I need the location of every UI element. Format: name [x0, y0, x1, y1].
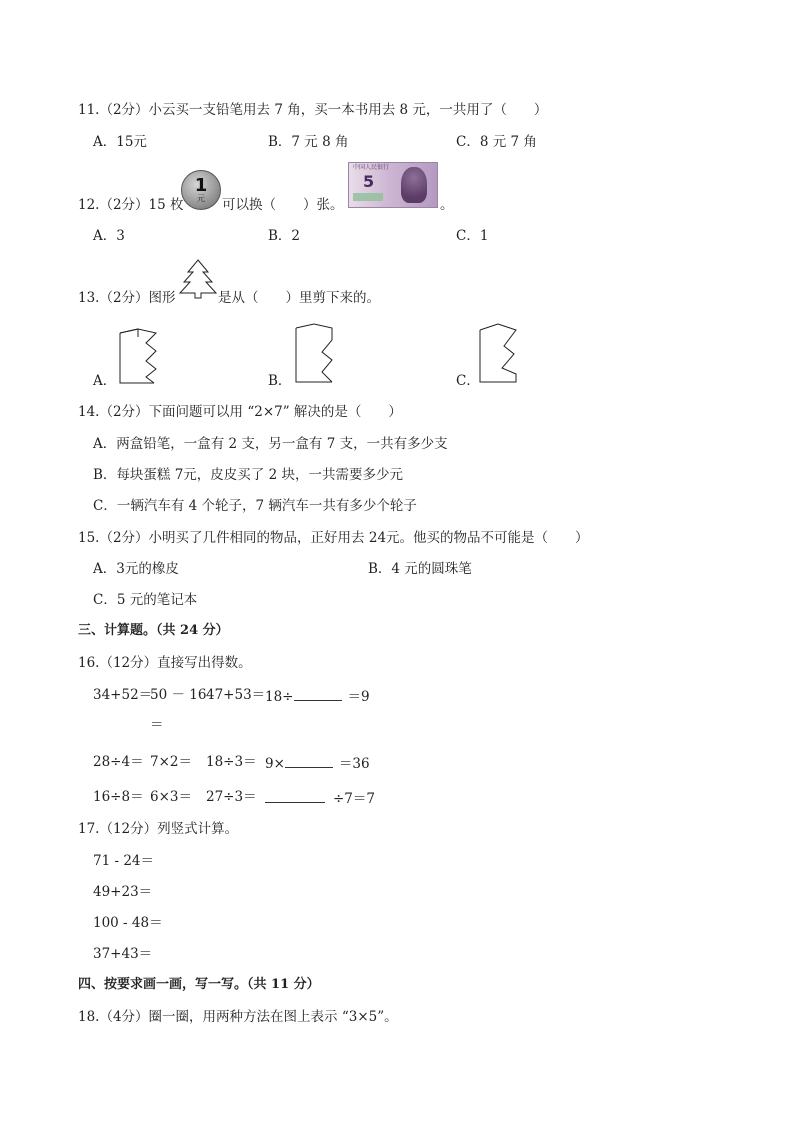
coin-value: 1	[194, 175, 208, 196]
banknote-portrait	[401, 167, 427, 203]
q11-option-c[interactable]: C．8 元 7 角	[456, 134, 537, 150]
q16-r1-item1: 34+52＝	[93, 687, 153, 703]
q16-r1-item4-result: ＝9	[347, 689, 370, 705]
q16-r2-item2: 7×2＝	[150, 754, 192, 770]
q17-item-1: 71 - 24＝	[93, 853, 155, 869]
q13-suffix: 是从（ ）里剪下来的。	[218, 290, 380, 306]
q12-middle: 可以换（ ）张。	[222, 197, 344, 213]
q17-item-2: 49+23＝	[93, 884, 153, 900]
banknote-header: 中国人民银行	[353, 164, 390, 171]
answer-blank[interactable]	[285, 753, 333, 768]
q12-option-a[interactable]: A．3	[93, 228, 125, 244]
q18-stem: 18.（4分）圈一圈，用两种方法在图上表示 “3×5”。	[78, 1009, 398, 1025]
q12-prefix: 12.（2分）15 枚	[78, 197, 184, 213]
q17-stem: 17.（12分）列竖式计算。	[78, 821, 239, 837]
q16-r3-item4	[265, 788, 375, 808]
q16-r3-item2: 6×3＝	[150, 789, 192, 805]
q13-option-c[interactable]: C．	[456, 373, 480, 389]
folded-paper-a-icon	[116, 325, 160, 385]
q16-r3-item3: 27÷3＝	[206, 789, 257, 805]
q16-r2-item4-text: 9×	[265, 756, 285, 772]
tree-shape-icon	[178, 258, 218, 300]
q16-stem: 16.（12分）直接写出得数。	[78, 655, 252, 671]
q16-r2-item1: 28÷4＝	[93, 754, 144, 770]
section-4-title: 四、按要求画一画，写一写。（共 11 分）	[78, 977, 320, 992]
q16-r3-item4-text: ÷7＝7	[333, 791, 375, 807]
folded-paper-c-icon	[476, 322, 522, 384]
q16-r2-item3: 18÷3＝	[206, 754, 257, 770]
q12-option-c[interactable]: C．1	[456, 228, 489, 244]
q13-prefix: 13.（2分）图形	[78, 290, 176, 306]
q15-option-c[interactable]: C．5 元的笔记本	[93, 592, 198, 608]
q17-item-3: 100 - 48＝	[93, 915, 163, 931]
banknote-value: 5	[363, 172, 375, 191]
q16-r1-item4	[265, 686, 370, 706]
q12-option-b[interactable]: B．2	[268, 228, 301, 244]
banknote-green-stripe	[353, 193, 383, 201]
q16-r1-wrap: ＝	[150, 717, 164, 733]
q15-option-a[interactable]: A．3元的橡皮	[93, 561, 179, 577]
answer-blank[interactable]	[265, 788, 325, 803]
q11-option-a[interactable]: A．15元	[93, 134, 147, 150]
q14-option-c[interactable]: C．一辆汽车有 4 个轮子，7 辆汽车一共有多少个轮子	[93, 498, 417, 514]
coin-unit: 元	[197, 194, 205, 203]
answer-blank[interactable]	[294, 686, 342, 701]
banknote-image	[348, 162, 438, 208]
q15-option-b[interactable]: B．4 元的圆珠笔	[368, 561, 472, 577]
q13-option-b[interactable]: B．	[268, 373, 292, 389]
folded-paper-b-icon	[292, 322, 338, 384]
q14-stem: 14.（2分）下面问题可以用 “2×7” 解决的是（ ）	[78, 404, 402, 420]
q11-option-b[interactable]: B．7 元 8 角	[268, 134, 349, 150]
q16-r1-item4-text: 18÷	[265, 689, 294, 705]
q16-r2-item4-result: ＝36	[338, 756, 370, 772]
q14-option-a[interactable]: A．两盒铅笔，一盒有 2 支，另一盒有 7 支，一共有多少支	[93, 436, 448, 452]
q12-suffix: 。	[440, 197, 454, 213]
q15-stem: 15.（2分）小明买了几件相同的物品，正好用去 24元。他买的物品不可能是（ ）	[78, 530, 589, 546]
q16-r1-item3: 47+53＝	[206, 687, 266, 703]
q11-stem: 11.（2分）小云买一支铅笔用去 7 角，买一本书用去 8 元，一共用了（ ）	[78, 102, 548, 118]
q16-r3-item1: 16÷8＝	[93, 789, 144, 805]
q16-r1-item2: 50 － 16	[150, 687, 207, 703]
coin-image	[181, 170, 221, 210]
section-3-title: 三、计算题。（共 24 分）	[78, 623, 229, 638]
q14-option-b[interactable]: B．每块蛋糕 7元，皮皮买了 2 块，一共需要多少元	[93, 467, 403, 483]
q17-item-4: 37+43＝	[93, 946, 153, 962]
q16-r2-item4	[265, 753, 370, 773]
q13-option-a[interactable]: A．	[93, 373, 117, 389]
